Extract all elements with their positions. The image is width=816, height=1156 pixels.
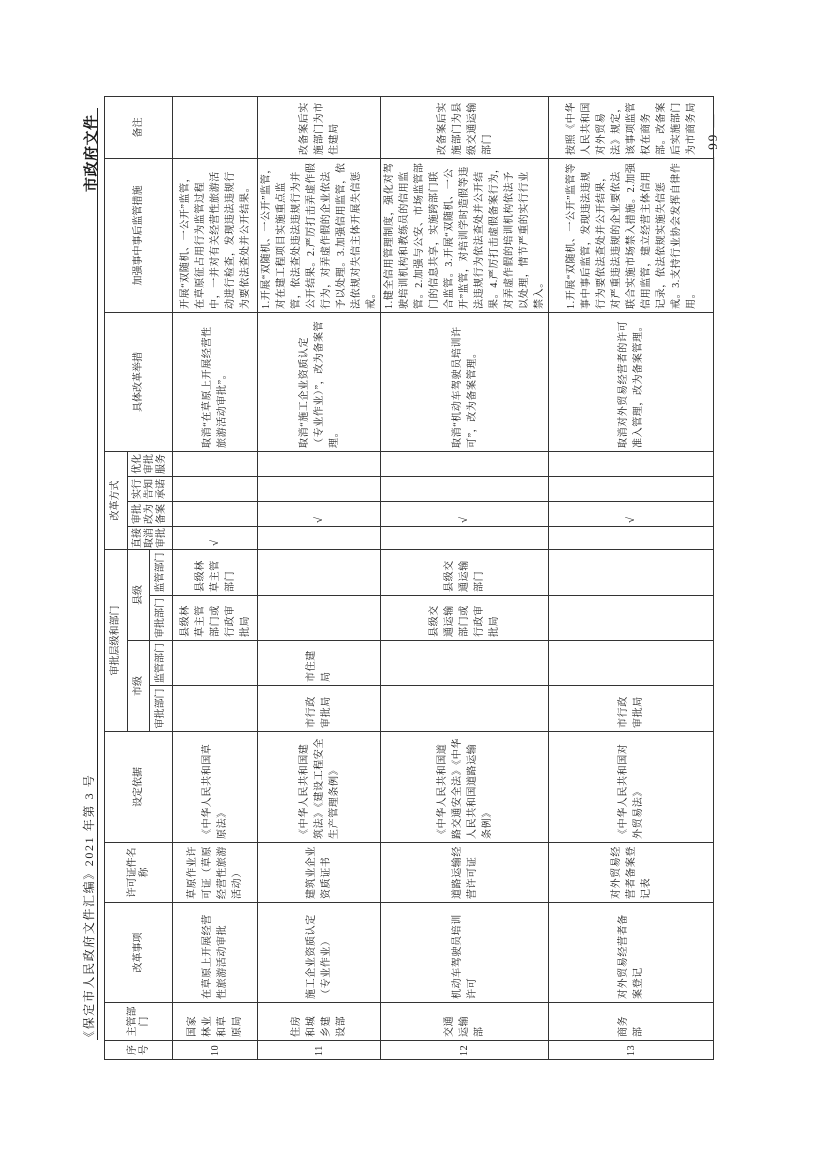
city-approve-cell [381, 686, 549, 732]
mode-optimize-check [549, 452, 714, 477]
supervision-cell: 开展“双随机、一公开”监管，在草原征占用行为监管过程中，一并对有关经营性旅游活动进行检查，发现违法违规行为要依法查处并公开结果。 [173, 159, 258, 313]
header-license: 许可证件名称 [105, 843, 173, 903]
mode-cancel-check [381, 527, 549, 550]
county-approve-cell: 县级林草主管部门或行政审批局 [173, 596, 258, 641]
mode-filing-check: √ [381, 502, 549, 527]
mode-cancel-check [549, 527, 714, 550]
measures-cell: 取消对外贸易经营者的许可准入管理，改为备案管理。 [549, 313, 714, 452]
header-county-supervise: 监管部门 [150, 550, 173, 596]
header-mode-optimize: 优化审批服务 [128, 452, 173, 477]
city-approve-cell: 市行政审批局 [258, 686, 381, 732]
journal-title: 《保定市人民政府文件汇编》2021 年第 3 号 [82, 773, 96, 1043]
county-supervise-cell [549, 550, 714, 596]
header-dept: 主管部门 [105, 1003, 173, 1041]
city-supervise-cell [173, 641, 258, 686]
header-mode-commit: 实行告知承诺 [128, 477, 173, 502]
header-measures: 具体改革举措 [105, 313, 173, 452]
supervision-cell: 1.开展“双随机、一公开”监管，对在建工程项目实施重点监管，依法查处违法违规行为并公开结果。2.严厉打击弄虚作假行为，对弄虚作假的企业依法予以处理。3.加强信用监管，依法依规对失信主体开展失信惩戒。 [258, 159, 381, 313]
dept-cell: 商务部 [549, 1003, 714, 1041]
license-cell: 道路运输经营许可证 [381, 843, 549, 903]
seq-cell: 11 [258, 1041, 381, 1060]
license-cell: 草原作业许可证（草原经营性旅游活动） [173, 843, 258, 903]
mode-optimize-check [173, 452, 258, 477]
supervision-cell: 1.健全信用管理制度，强化对驾驶培训机构和教练员的信用监管。2.加强与公安、市场监管部门的信息共享，实施跨部门联合监管。3.开展“双随机、一公开”监管，对培训学时造假等违法违规行为依法查处并公开结果。4.严厉打击虚假备案行为，对弄虚作假的培训机构依法予以处理，情节严重的实行行业禁入。 [381, 159, 549, 313]
supervision-cell: 1.开展“双随机、一公开”监管等事中事后监管，发现违法违规行为要依法查处并公开结果，对严重违法违规的企业要依法联合实施市场禁入措施。2.加强信用监管，建立经营主体信用记录，依法依规实施失信惩戒。3.支持行业协会发挥自律作用。 [549, 159, 714, 313]
city-approve-cell: 市行政审批局 [549, 686, 714, 732]
license-cell: 对外贸易经营者备案登记表 [549, 843, 714, 903]
license-cell: 建筑业企业资质证书 [258, 843, 381, 903]
section-title: 市政府文件 [83, 114, 100, 192]
dept-cell: 住房和城乡建设部 [258, 1003, 381, 1041]
county-supervise-cell: 县级交通运输部门 [381, 550, 549, 596]
header-rule [97, 108, 98, 1040]
measures-cell: 取消“施工企业资质认定（专业作业）”，改为备案管理。 [258, 313, 381, 452]
measures-cell: 取消“机动车驾驶员培训许可”，改为备案管理。 [381, 313, 549, 452]
table-row [258, 97, 381, 1060]
seq-cell: 10 [173, 1041, 258, 1060]
header-mode-group: 改革方式 [105, 452, 128, 550]
city-approve-cell [173, 686, 258, 732]
basis-cell: 《中华人民共和国建筑法》《建设工程安全生产管理条例》 [258, 732, 381, 843]
mode-commit-check [549, 477, 714, 502]
mode-optimize-check [258, 452, 381, 477]
dept-cell: 国家林业和草原局 [173, 1003, 258, 1041]
page-number: — 99 — [705, 112, 720, 170]
county-approve-cell [258, 596, 381, 641]
county-supervise-cell: 县级林草主管部门 [173, 550, 258, 596]
county-supervise-cell [258, 550, 381, 596]
item-cell: 施工企业资质认定（专业作业） [258, 903, 381, 1003]
city-supervise-cell [549, 641, 714, 686]
header-seq: 序号 [105, 1041, 173, 1060]
mode-cancel-check: √ [173, 527, 258, 550]
header-county-approve: 审批部门 [150, 596, 173, 641]
city-supervise-cell [381, 641, 549, 686]
remarks-cell: 改备案后实施部门为市住建局 [258, 97, 381, 159]
mode-commit-check [258, 477, 381, 502]
mode-cancel-check [258, 527, 381, 550]
table-row [173, 97, 258, 1060]
table-row [549, 97, 714, 1060]
county-approve-cell [549, 596, 714, 641]
header-mode-cancel: 直接取消审批 [128, 527, 173, 550]
mode-filing-check: √ [258, 502, 381, 527]
mode-optimize-check [381, 452, 549, 477]
item-cell: 对外贸易经营者备案登记 [549, 903, 714, 1003]
measures-cell: 取消“在草原上开展经营性旅游活动审批”。 [173, 313, 258, 452]
reform-table [104, 96, 714, 1060]
item-cell: 机动车驾驶员培训许可 [381, 903, 549, 1003]
remarks-cell [173, 97, 258, 159]
header-basis: 设定依据 [105, 732, 173, 843]
seq-cell: 13 [549, 1041, 714, 1060]
dept-cell: 交通运输部 [381, 1003, 549, 1041]
remarks-cell: 改备案后实施部门为县级交通运输部门 [381, 97, 549, 159]
mode-filing-check [173, 502, 258, 527]
mode-filing-check: √ [549, 502, 714, 527]
mode-commit-check [173, 477, 258, 502]
header-supervision: 加强事中事后监管措施 [105, 159, 173, 313]
table-row [381, 97, 549, 1060]
remarks-cell: 按照《中华人民共和国对外贸易法》规定，该事项监管权在商务部。改备案后实施部门为市商务局 [549, 97, 714, 159]
header-city-supervise: 监管部门 [150, 641, 173, 686]
header-city-approve: 审批部门 [150, 686, 173, 732]
basis-cell: 《中华人民共和国对外贸易法》 [549, 732, 714, 843]
header-mode-filing: 审批改为备案 [128, 502, 173, 527]
header-level-group: 审批层级和部门 [105, 550, 128, 732]
county-approve-cell: 县级交通运输部门或行政审批局 [381, 596, 549, 641]
header-city: 市级 [128, 641, 150, 732]
city-supervise-cell: 市住建局 [258, 641, 381, 686]
seq-cell: 12 [381, 1041, 549, 1060]
header-county: 县级 [128, 550, 150, 641]
mode-commit-check [381, 477, 549, 502]
header-remarks: 备注 [105, 97, 173, 159]
header-item: 改革事项 [105, 903, 173, 1003]
basis-cell: 《中华人民共和国道路交通安全法》《中华人民共和国道路运输条例》 [381, 732, 549, 843]
item-cell: 在草原上开展经营性旅游活动审批 [173, 903, 258, 1003]
basis-cell: 《中华人民共和国草原法》 [173, 732, 258, 843]
